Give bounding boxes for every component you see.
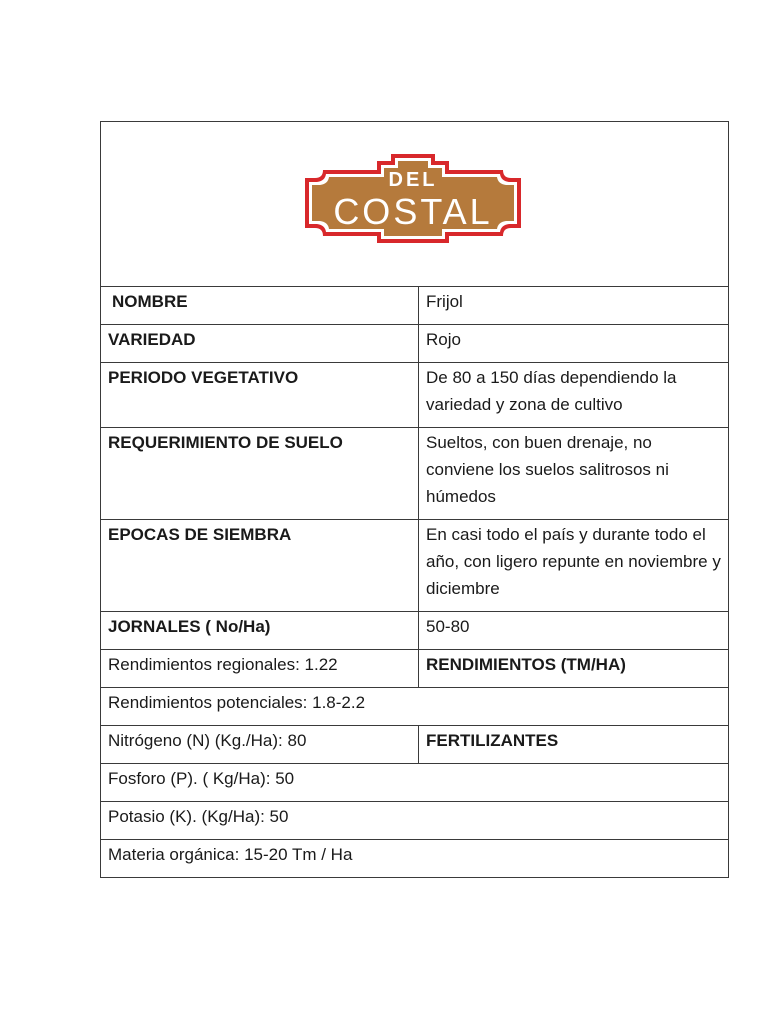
fertilizante-nitrogeno: Nitrógeno (N) (Kg./Ha): 80 — [101, 726, 419, 764]
logo-line1: DEL — [388, 169, 438, 191]
table-row — [101, 726, 728, 764]
rendimientos-potenciales: Rendimientos potenciales: 1.8-2.2 — [101, 688, 728, 726]
logo-row — [101, 122, 728, 287]
row-value-nombre: Frijol — [426, 292, 463, 311]
row-value-periodo: De 80 a 150 días dependiendo la variedad y zona de cultivo — [419, 363, 729, 428]
product-sheet — [100, 121, 729, 878]
info-table — [101, 287, 728, 877]
table-row — [101, 612, 728, 650]
fertilizante-materia-organica: Materia orgánica: 15-20 Tm / Ha — [101, 840, 728, 878]
table-row — [101, 428, 728, 520]
row-label-suelo: REQUERIMIENTO DE SUELO — [101, 428, 419, 520]
logo-badge — [301, 150, 525, 246]
fertilizante-potasio: Potasio (K). (Kg/Ha): 50 — [101, 802, 728, 840]
table-row — [101, 650, 728, 688]
table-row — [101, 363, 728, 428]
fertilizante-fosforo: Fosforo (P). ( Kg/Ha): 50 — [101, 764, 728, 802]
row-label-variedad: VARIEDAD — [101, 325, 419, 363]
table-row — [101, 764, 728, 802]
row-label-jornales: JORNALES ( No/Ha) — [101, 612, 419, 650]
rendimientos-heading: RENDIMIENTOS (TM/HA) — [419, 650, 729, 688]
rendimientos-regionales: Rendimientos regionales: 1.22 — [101, 650, 419, 688]
row-value-siembra: En casi todo el país y durante todo el año, con ligero repunte en noviembre y diciembre — [419, 520, 729, 612]
table-row — [101, 802, 728, 840]
logo-line2: COSTAL — [333, 191, 493, 232]
table-row — [101, 325, 728, 363]
row-label-nombre: NOMBRE — [101, 287, 419, 325]
fertilizantes-heading: FERTILIZANTES — [419, 726, 729, 764]
table-row — [101, 688, 728, 726]
row-label-siembra: EPOCAS DE SIEMBRA — [101, 520, 419, 612]
row-value-suelo: Sueltos, con buen drenaje, no conviene los suelos salitrosos ni húmedos — [419, 428, 729, 520]
table-row — [101, 520, 728, 612]
row-label-periodo: PERIODO VEGETATIVO — [101, 363, 419, 428]
table-row — [101, 287, 728, 325]
row-value-variedad: Rojo — [419, 325, 729, 363]
del-costal-logo — [301, 150, 525, 246]
table-row — [101, 840, 728, 878]
row-value-jornales: 50-80 — [419, 612, 729, 650]
